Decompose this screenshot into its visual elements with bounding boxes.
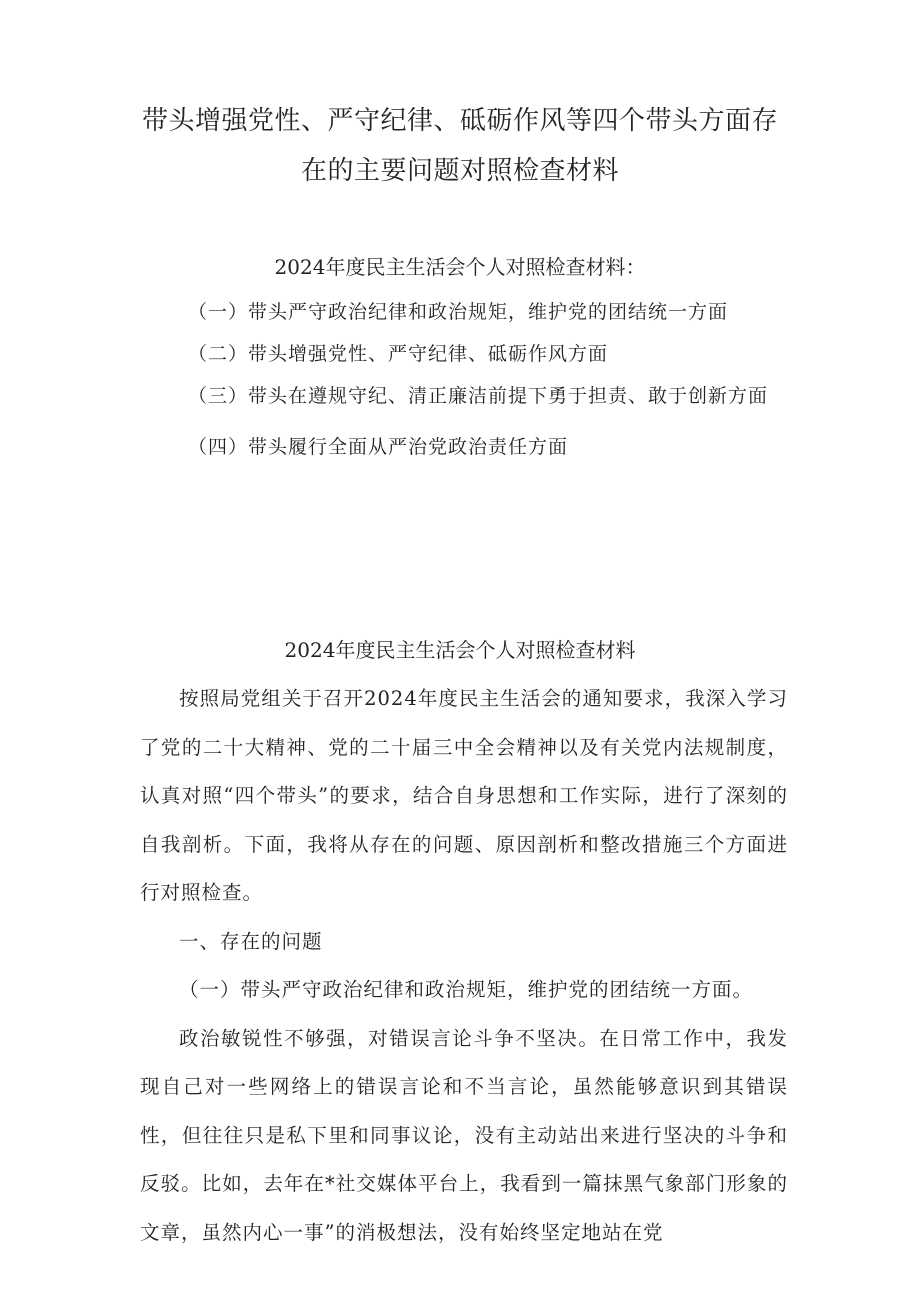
document-title: [100, 96, 820, 196]
toc-item: （一）带头严守政治纪律和政治规矩，维护党的团结统一方面: [188, 301, 729, 323]
part-one-heading: 一、存在的问题: [179, 929, 323, 953]
body-paragraph: 政治敏锐性不够强，对错误言论斗争不坚决。在日常工作中，我发现自己对一些网络上的错误言论和不当言论，虽然能够意识到其错误性，但往往只是私下里和同事议论，没有主动站出来进行坚决的斗争和反驳。比如，去年在*社交媒体平台上，我看到一篇抹黑气象部门形象的文章，虽然内心一事”的消极想法，没有始终坚定地站在党: [140, 1026, 788, 1244]
section-heading: 2024年度民主生活会个人对照检查材料: [284, 638, 636, 662]
title-line-1: 带头增强党性、严守纪律、砥砺作风等四个带头方面存: [141, 106, 778, 136]
subsection-heading: （一）带头严守政治纪律和政治规矩，维护党的团结统一方面。: [179, 978, 754, 1001]
intro-paragraph: 按照局党组关于召开2024年度民主生活会的通知要求，我深入学习了党的二十大精神、党的二十届三中全会精神以及有关党内法规制度，认真对照“四个带头”的要求，结合自身思想和工作实际，进行了深刻的自我剖析。下面，我将从存在的问题、原因剖析和整改措施三个方面进行对照检查。: [140, 687, 788, 904]
document-body: [140, 675, 788, 1257]
toc-heading: 2024年度民主生活会个人对照检查材料：: [274, 255, 646, 279]
title-line-2: 在的主要问题对照检查材料: [300, 156, 619, 186]
toc-item: （四）带头履行全面从严治党政治责任方面: [188, 436, 569, 458]
toc-list: [140, 297, 788, 462]
toc-item: （二）带头增强党性、严守纪律、砥砺作风方面: [188, 343, 609, 365]
toc-item: （三）带头在遵规守纪、清正廉洁前提下勇于担责、敢于创新方面: [188, 385, 769, 407]
